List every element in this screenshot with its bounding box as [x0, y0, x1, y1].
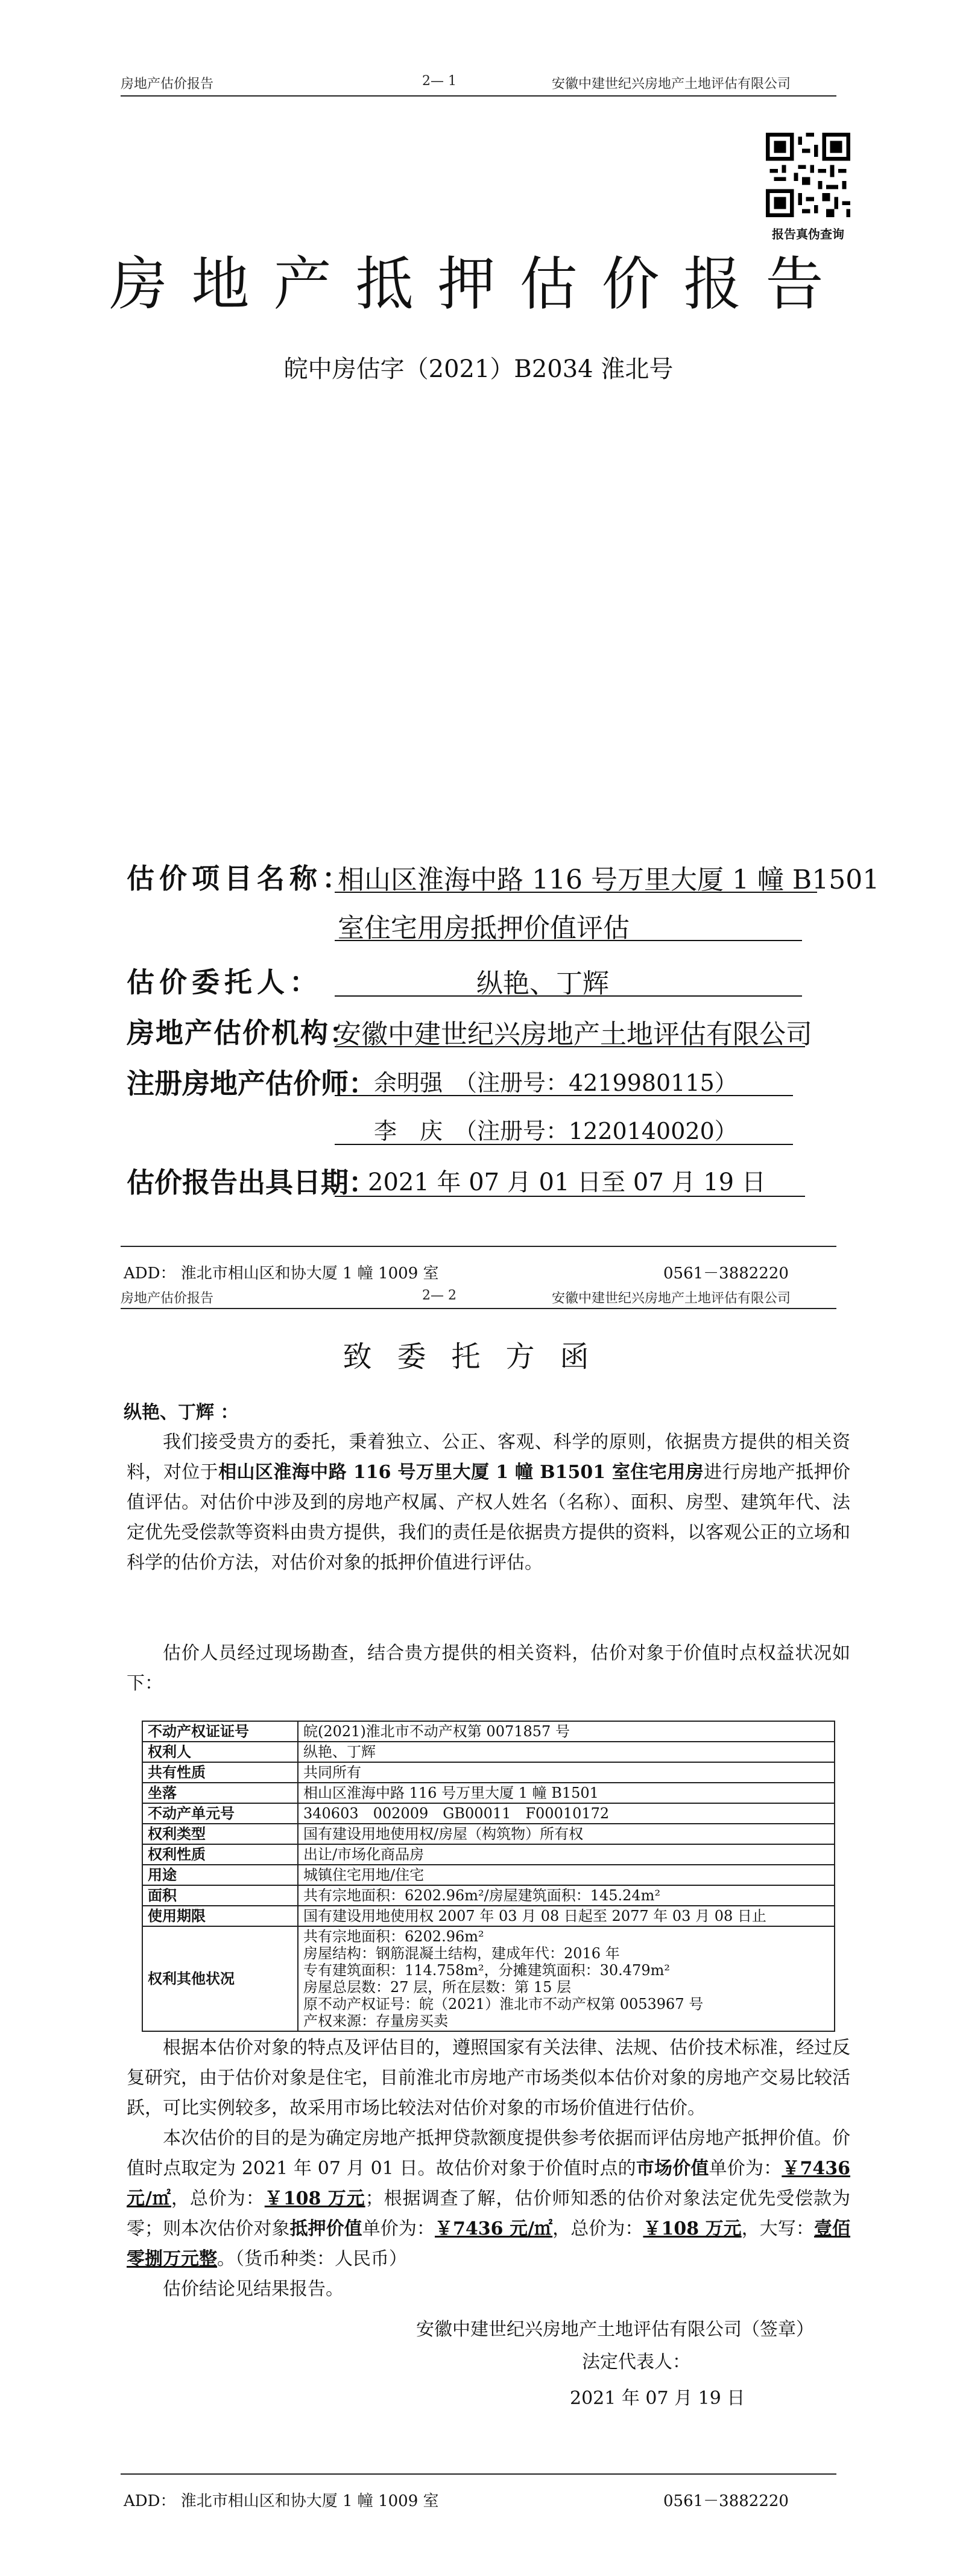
qr-caption: 报告真伪查询 [772, 227, 844, 241]
date-underline [335, 1196, 805, 1197]
table-row [142, 1762, 835, 1783]
table-key: 不动产权证证号 [142, 1721, 298, 1742]
table-value: 共有宗地面积：6202.96m²/房屋建筑面积：145.24m² [298, 1885, 835, 1906]
table-value: 城镇住宅用地/住宅 [298, 1865, 835, 1885]
appraiser-underline-1 [335, 1095, 793, 1096]
table-key: 权利其他状况 [142, 1926, 298, 2031]
agency-value: 安徽中建世纪兴房地产土地评估有限公司 [335, 1019, 812, 1050]
appraiser-label: 注册房地产估价师： [127, 1067, 376, 1100]
table-key: 权利人 [142, 1742, 298, 1762]
paragraph-1: 我们接受贵方的委托，秉着独立、公正、客观、科学的原则，依据贵方提供的相关资料，对位于相山区淮海中路 116 号万里大厦 1 幢 B1501 室住宅用房进行房地产抵押价值评估。对估价中涉及到的房地产权属、产权人姓名（名称）、面积、房型、建筑年代、法定优先受偿款等资料由贵方提供，我们的责任是依据贵方提供的资料，以客观公正的立场和科学的估价方法，对估价对象的抵押价值进行评估。 [127, 1432, 851, 1573]
footer-address-2: ADD： 淮北市相山区和协大厦 1 幢 1009 室 [124, 2492, 439, 2510]
other-status-line: 原不动产权证号：皖（2021）淮北市不动产权第 0053967 号 [303, 1996, 704, 2013]
table-key: 用途 [142, 1865, 298, 1885]
footer-address-1: ADD： 淮北市相山区和协大厦 1 幢 1009 室 [124, 1264, 439, 1283]
header-rule-2 [121, 1308, 836, 1309]
table-key: 不动产单元号 [142, 1803, 298, 1824]
table-key: 权利类型 [142, 1824, 298, 1844]
qr-code-icon[interactable] [766, 133, 850, 217]
footer-phone-2: 0561－3882220 [663, 2492, 789, 2510]
table-row [142, 1885, 835, 1906]
project-underline-1 [335, 892, 817, 893]
header-rule [121, 95, 836, 97]
project-name-value-2: 室住宅用房抵押价值评估 [338, 913, 630, 944]
appraiser-1: 余明强 （注册号：4219980115） [374, 1070, 737, 1096]
table-value: 相山区淮海中路 116 号万里大厦 1 幢 B1501 [298, 1783, 835, 1803]
table-value: 国有建设用地使用权/房屋（构筑物）所有权 [298, 1824, 835, 1844]
table-key: 共有性质 [142, 1762, 298, 1783]
project-name-value-1: 相山区淮海中路 116 号万里大厦 1 幢 B1501 [338, 864, 880, 895]
header-left-2: 房地产估价报告 [121, 1291, 214, 1306]
other-status-line: 房屋总层数：27 层，所在层数：第 15 层 [303, 1979, 571, 1996]
paragraph-2: 估价人员经过现场勘查，结合贵方提供的相关资料，估价对象于价值时点权益状况如下： [127, 1643, 850, 1694]
appraiser-underline-2 [335, 1144, 793, 1145]
table-row [142, 1865, 835, 1885]
signature-company: 安徽中建世纪兴房地产土地评估有限公司（签章） [416, 2319, 814, 2340]
signature-representative: 法定代表人： [582, 2352, 690, 2373]
header-right: 安徽中建世纪兴房地产土地评估有限公司 [552, 77, 791, 92]
footer-rule-1 [121, 1246, 836, 1247]
report-title: 房地产抵押估价报告 [109, 250, 848, 318]
table-row [142, 1906, 835, 1926]
table-row [142, 1803, 835, 1824]
project-name-label: 估价项目名称： [127, 862, 355, 895]
table-row [142, 1926, 835, 2031]
client-value: 纵艳、丁辉 [476, 968, 609, 999]
appraiser-2: 李 庆 （注册号：1220140020） [374, 1118, 737, 1144]
report-date-label: 估价报告出具日期： [127, 1166, 376, 1199]
table-value: 纵艳、丁辉 [298, 1742, 835, 1762]
header-page-number-2: 2— 2 [422, 1288, 456, 1303]
table-row [142, 1844, 835, 1865]
other-status-line: 专有建筑面积：114.758m²，分摊建筑面积：30.479m² [303, 1962, 670, 1979]
paragraph-5: 估价结论见结果报告。 [163, 2279, 344, 2300]
salutation: 纵艳、丁辉 ： [124, 1402, 239, 1423]
header-right-2: 安徽中建世纪兴房地产土地评估有限公司 [552, 1291, 791, 1306]
agency-label: 房地产估价机构： [127, 1017, 358, 1049]
document-number: 皖中房估字（2021）B2034 淮北号 [283, 355, 674, 383]
paragraph-3: 根据本估价对象的特点及评估目的，遵照国家有关法律、法规、估价技术标准，经过反复研究，由于估价对象是住宅，目前淮北市房地产市场类似本估价对象的房地产交易比较活跃，可比实例较多，故采用市场比较法对估价对象的市场价值进行估价。 [127, 2037, 850, 2119]
table-key: 坐落 [142, 1783, 298, 1803]
other-status-line: 共有宗地面积：6202.96m² [303, 1928, 484, 1945]
project-underline-2 [335, 940, 802, 941]
table-row [142, 1742, 835, 1762]
footer-phone-1: 0561－3882220 [663, 1264, 789, 1283]
footer-rule-2 [121, 2473, 836, 2475]
table-value: 共同所有 [298, 1762, 835, 1783]
table-row [142, 1721, 835, 1742]
other-status-line: 产权来源：存量房买卖 [303, 2013, 448, 2029]
rights-table [142, 1721, 835, 2032]
table-value: 340603 002009 GB00011 F00010172 [298, 1803, 835, 1824]
table-row [142, 1824, 835, 1844]
client-label: 估价委托人： [127, 966, 322, 998]
table-key: 面积 [142, 1885, 298, 1906]
table-value: 国有建设用地使用权 2007 年 03 月 08 日起至 2077 年 03 月 08 日止 [298, 1906, 835, 1926]
header-page-number: 2— 1 [422, 74, 456, 89]
signature-date: 2021 年 07 月 19 日 [570, 2388, 745, 2409]
paragraph-4: 本次估价的目的是为确定房地产抵押贷款额度提供参考依据而评估房地产抵押价值。价值时点取定为 2021 年 07 月 01 日。故估价对象于价值时点的市场价值单价为：￥7436 元/㎡，总价为：￥108 万元；根据调查了解，估价师知悉的估价对象法定优先受偿款为零；则本次估价对象抵押价值单价为：￥7436 元/㎡，总价为：￥108 万元，大写：壹佰零捌万元整。（货币种类：人民币） [127, 2128, 851, 2270]
letter-title: 致委托方函 [343, 1340, 614, 1374]
agency-underline [335, 1046, 805, 1047]
report-date-value: 2021 年 07 月 01 日至 07 月 19 日 [368, 1169, 766, 1196]
table-key: 权利性质 [142, 1844, 298, 1865]
client-underline [335, 995, 802, 997]
table-value-multiline [298, 1926, 835, 2031]
table-key: 使用期限 [142, 1906, 298, 1926]
table-value: 皖(2021)淮北市不动产权第 0071857 号 [298, 1721, 835, 1742]
table-row [142, 1783, 835, 1803]
table-value: 出让/市场化商品房 [298, 1844, 835, 1865]
header-left: 房地产估价报告 [121, 77, 214, 92]
other-status-line: 房屋结构：钢筋混凝土结构，建成年代：2016 年 [303, 1945, 620, 1962]
